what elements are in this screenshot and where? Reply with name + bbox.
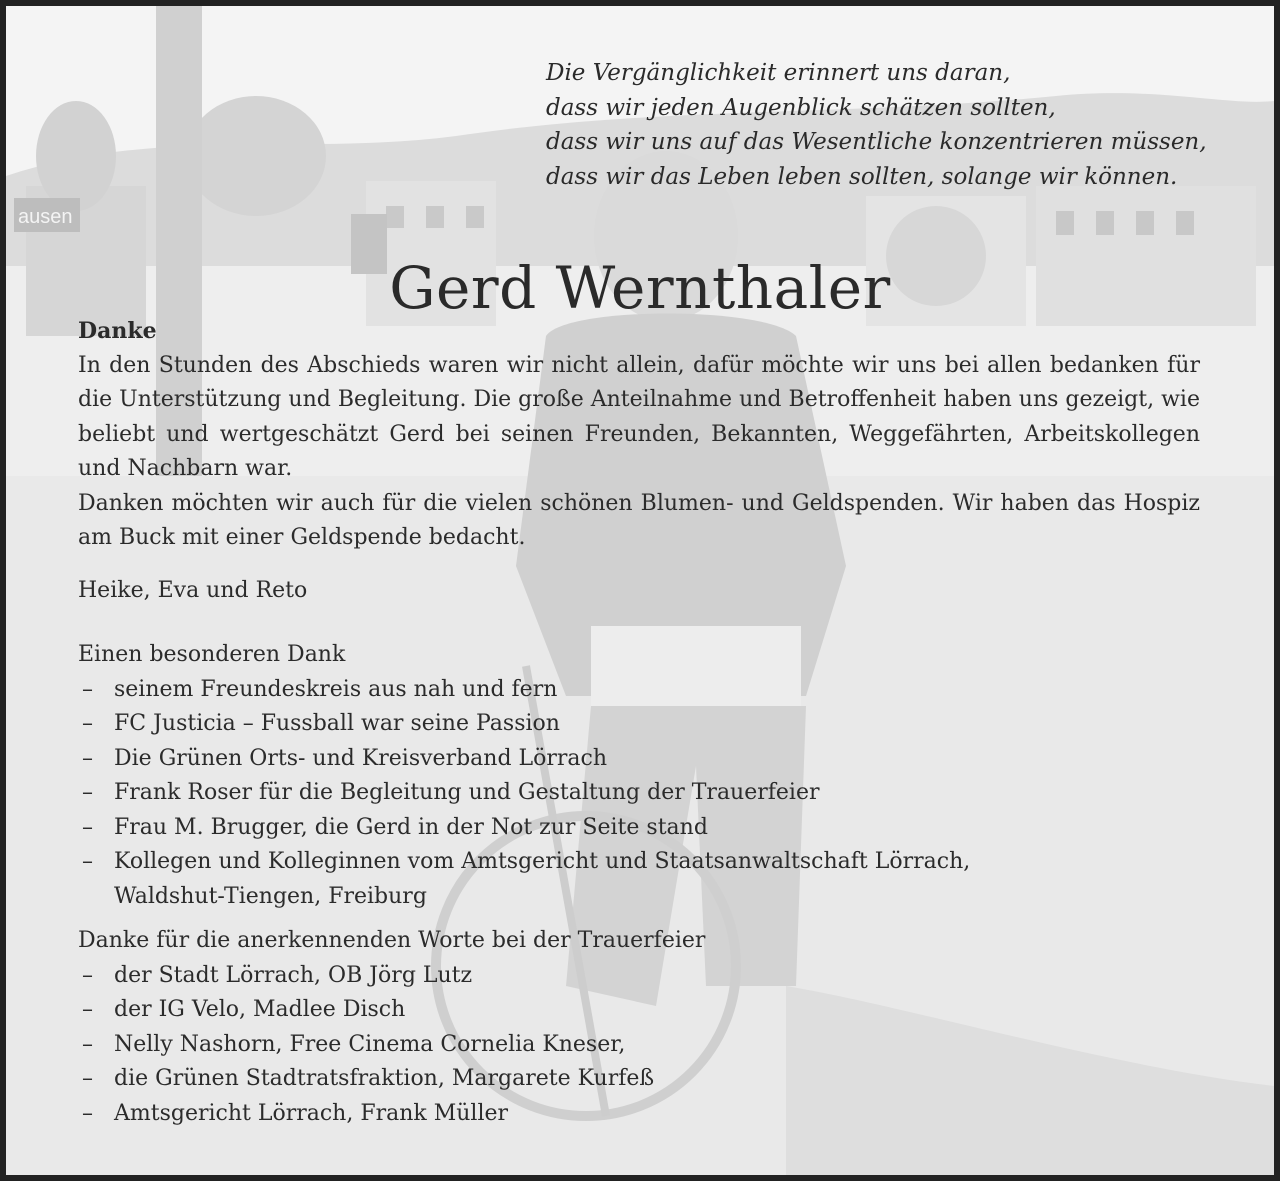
list-item: – Frank Roser für die Begleitung und Gestaltung der Trauerfeier [78,776,1200,811]
dash-bullet: – [82,849,93,874]
quote-line: dass wir jeden Augenblick schätzen sollten, [546,94,1056,121]
svg-text:ausen: ausen [18,206,73,228]
dash-bullet: – [82,1066,93,1091]
list-item: – der IG Velo, Madlee Disch [78,993,1200,1028]
list-item: – seinem Freundeskreis aus nah und fern [78,673,1200,708]
list-item: – Die Grünen Orts- und Kreisverband Lörrach [78,742,1200,777]
dash-bullet: – [82,676,93,702]
list-item: – die Grünen Stadtratsfraktion, Margarete Kurfeß [78,1062,1200,1097]
thanks-paragraph: In den Stunden des Abschieds waren wir nicht allein, dafür möchte wir uns bei allen bedanken für die Unterstützung und Begleitung. Die große Anteilnahme und Betroffenheit haben uns gezeigt, wie beliebt und wertgeschätzt Gerd bei seinen Freunden, Bekannten, Weggefährten, Arbeitskollegen und Nachbarn war. [78,352,1200,481]
dash-bullet: – [82,1100,93,1126]
list-item: – Amtsgericht Lörrach, Frank Müller [78,1097,1200,1132]
thanks-heading: Danke [78,318,157,344]
words-thanks-list [78,959,1200,1132]
quote-line: Die Vergänglichkeit erinnert uns daran, [546,60,1011,86]
dash-bullet: – [82,814,93,840]
list-item: – Nelly Nashorn, Free Cinema Cornelia Kneser, [78,1028,1200,1063]
dash-bullet: – [82,962,93,988]
quote-line: dass wir das Leben leben sollten, solange wir können. [546,163,1178,190]
dash-bullet: – [82,745,93,771]
list-item: – der Stadt Lörrach, OB Jörg Lutz [78,959,1200,994]
dash-bullet: – [82,780,93,805]
special-thanks-list [78,673,1200,915]
memorial-quote [546,56,1246,194]
dash-bullet: – [82,1031,93,1057]
special-thanks-heading: Einen besonderen Dank [78,642,346,667]
words-thanks-heading: Danke für die anerkennenden Worte bei der Trauerfeier [78,928,706,953]
thanks-paragraph: Danken möchten wir auch für die vielen schönen Blumen- und Geldspenden. Wir haben das Hospiz am Buck mit einer Geldspende bedacht. [78,490,1200,550]
dash-bullet: – [82,997,93,1022]
list-item: – Kollegen und Kolleginnen vom Amtsgericht und Staatsanwaltschaft Lörrach, Waldshut-Tiengen, Freiburg [78,845,1200,914]
list-item: – Frau M. Brugger, die Gerd in der Not zur Seite stand [78,811,1200,846]
list-item: – FC Justicia – Fussball war seine Passion [78,707,1200,742]
dash-bullet: – [82,711,93,736]
thanks-text-block [78,314,1200,1131]
quote-line: dass wir uns auf das Wesentliche konzentrieren müssen, [546,129,1207,155]
deceased-name: Gerd Wernthaler [389,254,891,322]
signature: Heike, Eva und Reto [78,577,308,603]
